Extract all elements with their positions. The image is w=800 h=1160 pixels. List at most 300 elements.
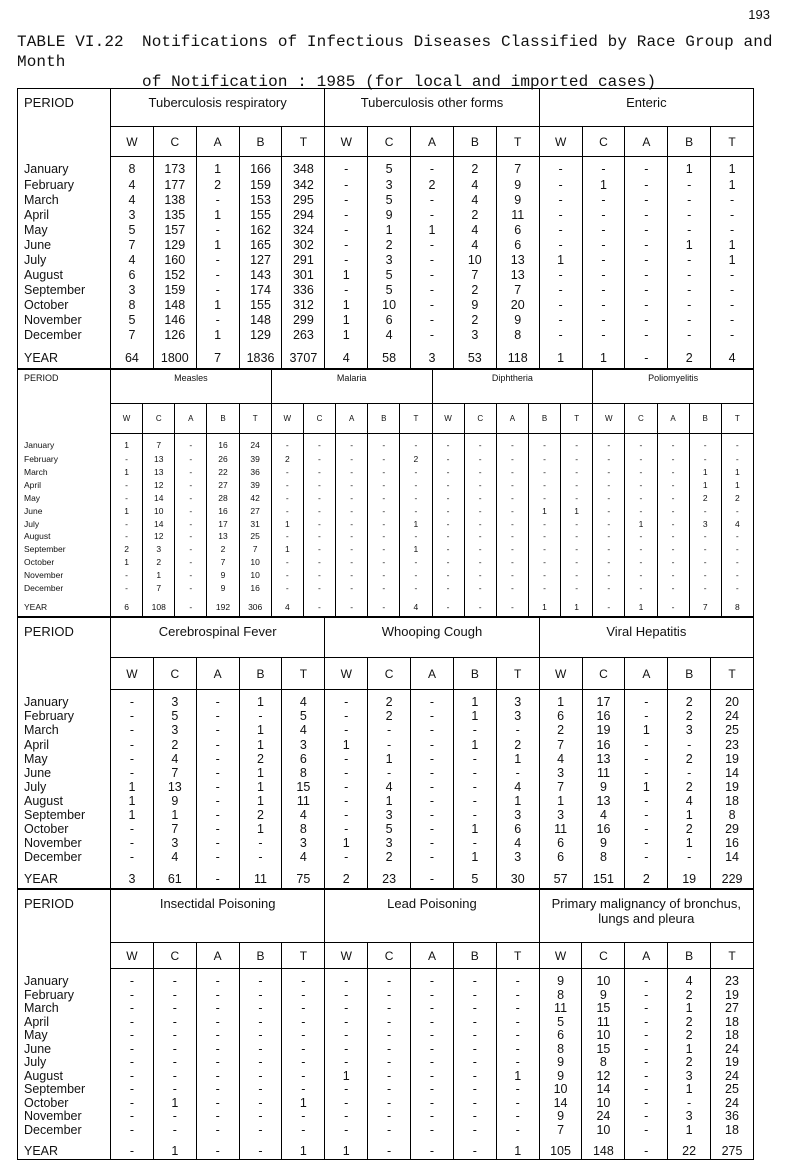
- table-cell: -: [411, 1070, 454, 1084]
- month-label: February: [18, 989, 111, 1003]
- table-cell: -: [325, 851, 368, 865]
- table-cell: -: [582, 239, 625, 254]
- month-label: December: [18, 329, 111, 344]
- table-cell: -: [411, 989, 454, 1003]
- table-cell: 3: [668, 724, 711, 738]
- table-cell: -: [593, 570, 625, 583]
- table-cell: -: [196, 989, 239, 1003]
- table-cell: -: [303, 493, 335, 506]
- table-cell: -: [175, 544, 207, 557]
- table-cell: 16: [582, 710, 625, 724]
- table-cell: 19: [711, 1056, 754, 1070]
- table-cell: 14: [143, 493, 175, 506]
- table-cell: -: [411, 753, 454, 767]
- period-header: PERIOD: [18, 370, 111, 404]
- table-cell: 2: [368, 690, 411, 711]
- race-header-a: A: [411, 658, 454, 690]
- table-cell: -: [325, 1083, 368, 1097]
- table-cell: -: [657, 583, 689, 596]
- table-cell: -: [582, 224, 625, 239]
- table-cell: 3: [111, 209, 154, 224]
- table-cell: -: [368, 544, 400, 557]
- table-cell: 13: [496, 269, 539, 284]
- table-cell: -: [539, 329, 582, 344]
- table-cell: -: [453, 795, 496, 809]
- table-cell: -: [303, 434, 335, 455]
- race-header-t: T: [711, 943, 754, 969]
- period-column-blank: [18, 658, 111, 690]
- table-cell: -: [453, 1043, 496, 1057]
- table-cell: 3: [282, 739, 325, 753]
- table-row: [18, 209, 754, 224]
- disease-header-tuberculosis-other-forms: Tuberculosis other forms: [325, 89, 539, 127]
- table-cell: 2: [668, 1056, 711, 1070]
- month-label: September: [18, 809, 111, 823]
- table-cell: -: [400, 531, 432, 544]
- table-cell: -: [325, 969, 368, 989]
- year-total-cell: 53: [453, 344, 496, 369]
- table-cell: 2: [111, 544, 143, 557]
- table-cell: 157: [153, 224, 196, 239]
- table-cell: -: [528, 519, 560, 532]
- table-cell: -: [175, 480, 207, 493]
- table-cell: -: [593, 506, 625, 519]
- table-cell: 1: [239, 690, 282, 711]
- period-header: PERIOD: [18, 618, 111, 658]
- table-cell: -: [453, 1110, 496, 1124]
- table-cell: 1: [111, 809, 154, 823]
- table-cell: 17: [207, 519, 239, 532]
- table-cell: -: [539, 209, 582, 224]
- table-cell: 7: [111, 329, 154, 344]
- table-cell: -: [668, 314, 711, 329]
- year-total-cell: 1: [539, 344, 582, 369]
- race-header-w: W: [593, 404, 625, 434]
- year-total-cell: 8: [721, 596, 753, 617]
- table-cell: -: [464, 480, 496, 493]
- table-cell: -: [336, 454, 368, 467]
- table-cell: 1: [239, 823, 282, 837]
- table-cell: 8: [282, 767, 325, 781]
- table-cell: 10: [582, 1124, 625, 1138]
- table-cell: -: [625, 299, 668, 314]
- table-row: [18, 1002, 754, 1016]
- month-label: December: [18, 583, 111, 596]
- table-cell: -: [368, 1110, 411, 1124]
- table-cell: -: [303, 557, 335, 570]
- table-cell: 295: [282, 194, 325, 209]
- table-cell: -: [668, 329, 711, 344]
- table-cell: 1: [196, 157, 239, 179]
- table-cell: -: [668, 269, 711, 284]
- race-header-c: C: [368, 127, 411, 157]
- table-cell: -: [111, 454, 143, 467]
- table-cell: 24: [711, 710, 754, 724]
- table-row: [18, 299, 754, 314]
- table-cell: 3: [539, 809, 582, 823]
- table-row: [18, 969, 754, 989]
- table-cell: -: [303, 506, 335, 519]
- table-cell: 16: [207, 506, 239, 519]
- table-cell: -: [689, 557, 721, 570]
- table-cell: -: [625, 809, 668, 823]
- year-total-cell: -: [175, 596, 207, 617]
- table-cell: 1: [325, 837, 368, 851]
- table-cell: 36: [711, 1110, 754, 1124]
- table-cell: -: [528, 570, 560, 583]
- table-cell: -: [721, 531, 753, 544]
- table-cell: 4: [153, 753, 196, 767]
- table-row: [18, 823, 754, 837]
- table-cell: 4: [668, 969, 711, 989]
- table-cell: -: [400, 570, 432, 583]
- table-cell: -: [336, 480, 368, 493]
- month-label: May: [18, 753, 111, 767]
- table-cell: -: [453, 809, 496, 823]
- table-cell: -: [464, 506, 496, 519]
- year-total-cell: -: [239, 1137, 282, 1159]
- table-cell: -: [111, 480, 143, 493]
- race-header-w: W: [111, 404, 143, 434]
- table-cell: 1: [271, 544, 303, 557]
- table-cell: -: [625, 837, 668, 851]
- table-cell: -: [625, 795, 668, 809]
- table-cell: 1: [239, 795, 282, 809]
- table-cell: 6: [539, 1029, 582, 1043]
- table-cell: -: [561, 557, 593, 570]
- table-cell: -: [400, 506, 432, 519]
- table-cell: -: [625, 209, 668, 224]
- table-cell: -: [196, 710, 239, 724]
- table-cell: 2: [239, 753, 282, 767]
- year-total-cell: -: [625, 1137, 668, 1159]
- table-cell: 3: [282, 837, 325, 851]
- table-cell: 135: [153, 209, 196, 224]
- table-cell: 2: [668, 823, 711, 837]
- table-cell: -: [111, 710, 154, 724]
- table-cell: -: [582, 157, 625, 179]
- table-cell: 1: [721, 467, 753, 480]
- table-cell: -: [368, 739, 411, 753]
- table-cell: 1: [111, 781, 154, 795]
- disease-header-primary-malignancy-of-bronchus-lungs-and-pleura: Primary malignancy of bronchus, lungs and pleura: [539, 890, 753, 943]
- table-cell: 1: [325, 739, 368, 753]
- table-cell: 14: [143, 519, 175, 532]
- table-cell: 1: [668, 239, 711, 254]
- table-cell: -: [111, 1070, 154, 1084]
- table-cell: -: [239, 1110, 282, 1124]
- year-total-row: [18, 1137, 754, 1159]
- table-cell: 7: [496, 284, 539, 299]
- table-cell: -: [196, 724, 239, 738]
- table-cell: -: [539, 314, 582, 329]
- table-cell: -: [496, 531, 528, 544]
- table-cell: 7: [239, 544, 271, 557]
- table-cell: 1: [271, 519, 303, 532]
- table-cell: -: [400, 480, 432, 493]
- table-row: [18, 329, 754, 344]
- table-row: [18, 269, 754, 284]
- table-cell: 9: [207, 583, 239, 596]
- year-total-cell: 1: [528, 596, 560, 617]
- table-cell: -: [282, 989, 325, 1003]
- table-cell: -: [239, 851, 282, 865]
- table-cell: -: [528, 467, 560, 480]
- table-cell: -: [111, 583, 143, 596]
- table-cell: -: [625, 1097, 668, 1111]
- table-cell: 8: [539, 1043, 582, 1057]
- table-cell: 7: [143, 583, 175, 596]
- table-cell: 1: [196, 329, 239, 344]
- table-row: [18, 767, 754, 781]
- table-cell: -: [411, 1043, 454, 1057]
- table-cell: -: [196, 690, 239, 711]
- month-label: April: [18, 209, 111, 224]
- table-cell: 1: [496, 795, 539, 809]
- table-cell: -: [528, 434, 560, 455]
- table-cell: 6: [496, 823, 539, 837]
- month-label: June: [18, 1043, 111, 1057]
- table-cell: -: [368, 434, 400, 455]
- month-label: October: [18, 557, 111, 570]
- table-cell: -: [496, 724, 539, 738]
- table-cell: 18: [711, 1016, 754, 1030]
- table-cell: -: [368, 467, 400, 480]
- table-cell: 342: [282, 179, 325, 194]
- table-cell: 24: [582, 1110, 625, 1124]
- table-cell: -: [496, 989, 539, 1003]
- table-cell: -: [411, 239, 454, 254]
- table-cell: -: [368, 1043, 411, 1057]
- table-cell: 14: [711, 851, 754, 865]
- table-cell: 1: [453, 851, 496, 865]
- table-cell: 24: [239, 434, 271, 455]
- table-cell: -: [668, 209, 711, 224]
- table-cell: 7: [143, 434, 175, 455]
- table-cell: 4: [282, 690, 325, 711]
- table-cell: -: [111, 1029, 154, 1043]
- disease-header-row: [18, 618, 754, 658]
- table-cell: 143: [239, 269, 282, 284]
- year-total-row: [18, 344, 754, 369]
- table-cell: -: [111, 753, 154, 767]
- table-section-poisoning-malignancy: [17, 889, 754, 1160]
- table-cell: -: [689, 544, 721, 557]
- table-cell: -: [196, 1029, 239, 1043]
- table-cell: 3: [539, 767, 582, 781]
- table-row: [18, 194, 754, 209]
- table-cell: -: [657, 531, 689, 544]
- table-cell: -: [303, 544, 335, 557]
- table-cell: 165: [239, 239, 282, 254]
- table-cell: 1: [400, 544, 432, 557]
- table-cell: -: [196, 269, 239, 284]
- table-cell: 174: [239, 284, 282, 299]
- table-cell: -: [196, 739, 239, 753]
- table-cell: 5: [539, 1016, 582, 1030]
- table-row: [18, 1043, 754, 1057]
- table-cell: 6: [496, 239, 539, 254]
- table-cell: -: [325, 179, 368, 194]
- table-cell: 1: [325, 269, 368, 284]
- disease-header-viral-hepatitis: Viral Hepatitis: [539, 618, 753, 658]
- race-header-t: T: [711, 127, 754, 157]
- table-row: [18, 583, 754, 596]
- year-total-cell: -: [496, 596, 528, 617]
- disease-header-whooping-cough: Whooping Cough: [325, 618, 539, 658]
- table-cell: 2: [668, 1029, 711, 1043]
- table-cell: -: [582, 254, 625, 269]
- table-cell: 1: [668, 809, 711, 823]
- table-cell: -: [239, 710, 282, 724]
- table-cell: 1: [528, 506, 560, 519]
- month-label: April: [18, 739, 111, 753]
- table-cell: -: [196, 284, 239, 299]
- table-cell: 5: [368, 823, 411, 837]
- table-cell: -: [464, 467, 496, 480]
- table-cell: 301: [282, 269, 325, 284]
- table-cell: -: [368, 989, 411, 1003]
- table-row: [18, 724, 754, 738]
- table-cell: -: [561, 480, 593, 493]
- table-cell: -: [593, 467, 625, 480]
- table-cell: -: [368, 1097, 411, 1111]
- month-label: January: [18, 157, 111, 179]
- table-row: [18, 795, 754, 809]
- race-header-w: W: [111, 127, 154, 157]
- table-cell: -: [400, 557, 432, 570]
- race-header-a: A: [496, 404, 528, 434]
- table-cell: -: [432, 480, 464, 493]
- table-cell: -: [496, 467, 528, 480]
- table-cell: 2: [207, 544, 239, 557]
- table-cell: 1: [282, 1097, 325, 1111]
- table-cell: -: [325, 781, 368, 795]
- table-cell: 29: [711, 823, 754, 837]
- table-cell: -: [561, 583, 593, 596]
- table-cell: -: [625, 753, 668, 767]
- table-cell: -: [400, 583, 432, 596]
- year-total-cell: 118: [496, 344, 539, 369]
- table-cell: -: [496, 1110, 539, 1124]
- table-cell: -: [625, 1124, 668, 1138]
- table-cell: 25: [711, 724, 754, 738]
- table-row: [18, 493, 754, 506]
- table-cell: 10: [368, 299, 411, 314]
- table-cell: 148: [153, 299, 196, 314]
- table-cell: 9: [496, 194, 539, 209]
- table-row: [18, 467, 754, 480]
- table-cell: -: [657, 493, 689, 506]
- race-header-c: C: [143, 404, 175, 434]
- table-cell: -: [111, 969, 154, 989]
- table-cell: -: [657, 557, 689, 570]
- table-cell: 2: [668, 690, 711, 711]
- table-cell: 1: [325, 329, 368, 344]
- table-cell: 4: [453, 179, 496, 194]
- table-cell: -: [153, 1124, 196, 1138]
- month-label: November: [18, 570, 111, 583]
- table-cell: -: [496, 1002, 539, 1016]
- table-cell: -: [625, 1029, 668, 1043]
- table-cell: 14: [582, 1083, 625, 1097]
- table-cell: -: [411, 781, 454, 795]
- month-label: January: [18, 434, 111, 455]
- disease-header-lead-poisoning: Lead Poisoning: [325, 890, 539, 943]
- table-cell: 1: [539, 254, 582, 269]
- table-cell: -: [368, 506, 400, 519]
- table-cell: 15: [582, 1043, 625, 1057]
- table-cell: -: [496, 1056, 539, 1070]
- table-cell: -: [111, 989, 154, 1003]
- month-label: December: [18, 1124, 111, 1138]
- table-cell: -: [625, 239, 668, 254]
- table-cell: -: [657, 454, 689, 467]
- month-label: February: [18, 454, 111, 467]
- table-cell: 8: [496, 329, 539, 344]
- table-cell: -: [625, 1083, 668, 1097]
- month-label: May: [18, 1029, 111, 1043]
- table-cell: -: [368, 480, 400, 493]
- month-label: March: [18, 1002, 111, 1016]
- table-cell: 3: [153, 690, 196, 711]
- year-total-cell: 3707: [282, 344, 325, 369]
- race-header-t: T: [400, 404, 432, 434]
- table-cell: -: [539, 239, 582, 254]
- table-row: [18, 157, 754, 179]
- race-header-t: T: [496, 658, 539, 690]
- table-cell: -: [721, 557, 753, 570]
- table-cell: 4: [453, 194, 496, 209]
- table-cell: -: [175, 506, 207, 519]
- table-cell: 13: [153, 781, 196, 795]
- table-cell: -: [582, 209, 625, 224]
- table-cell: 4: [282, 724, 325, 738]
- period-column-blank: [18, 127, 111, 157]
- table-cell: -: [528, 493, 560, 506]
- race-header-b: B: [453, 127, 496, 157]
- table-cell: 5: [368, 157, 411, 179]
- table-cell: 8: [111, 299, 154, 314]
- table-cell: 7: [539, 739, 582, 753]
- table-cell: 25: [711, 1083, 754, 1097]
- year-total-cell: 1: [282, 1137, 325, 1159]
- year-total-cell: 22: [668, 1137, 711, 1159]
- table-row: [18, 1083, 754, 1097]
- table-cell: 1: [668, 1043, 711, 1057]
- race-header-c: C: [153, 127, 196, 157]
- table-cell: 9: [539, 1110, 582, 1124]
- race-header-c: C: [153, 658, 196, 690]
- table-cell: 8: [111, 157, 154, 179]
- table-cell: 6: [368, 314, 411, 329]
- table-cell: -: [196, 823, 239, 837]
- table-cell: -: [496, 583, 528, 596]
- table-cell: -: [464, 557, 496, 570]
- table-cell: -: [711, 329, 754, 344]
- table-cell: 1: [689, 480, 721, 493]
- race-header-w: W: [325, 658, 368, 690]
- table-cell: 5: [111, 224, 154, 239]
- table-cell: -: [668, 851, 711, 865]
- month-label: August: [18, 795, 111, 809]
- table-cell: -: [175, 434, 207, 455]
- table-cell: 3: [496, 851, 539, 865]
- year-label: YEAR: [18, 1137, 111, 1159]
- month-label: November: [18, 1110, 111, 1124]
- table-cell: -: [625, 194, 668, 209]
- race-header-a: A: [657, 404, 689, 434]
